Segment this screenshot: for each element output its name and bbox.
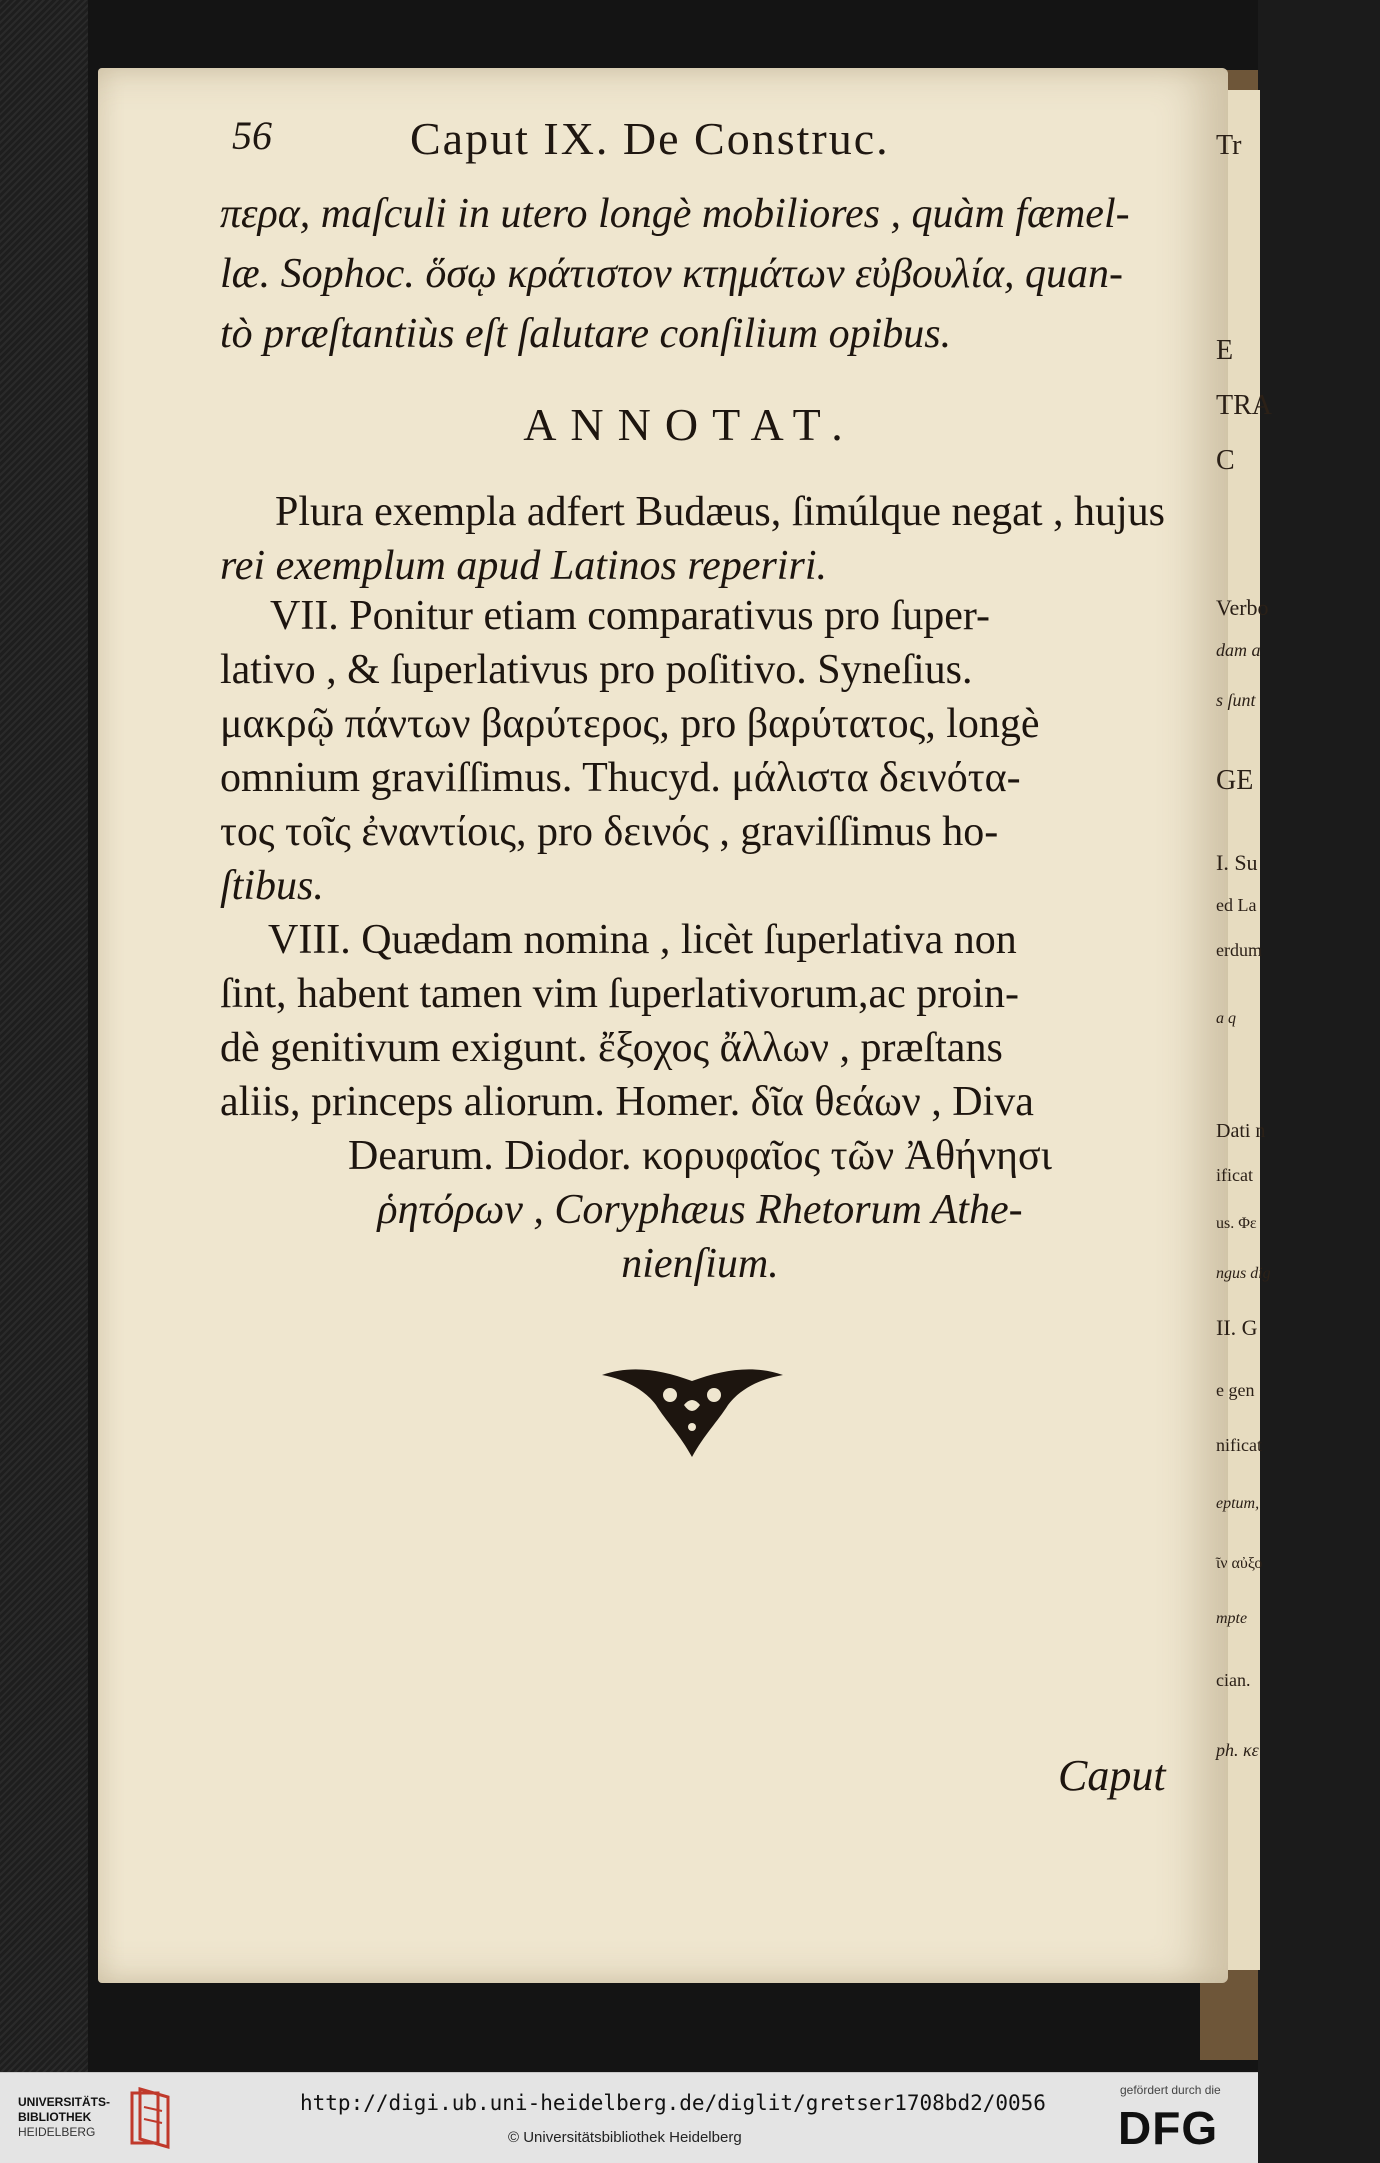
annotation-line: rei exemplum apud Latinos reperiri. <box>220 543 827 589</box>
annotation-line: omnium graviſſimus. Thucyd. μάλιστα δεινότα- <box>220 755 1021 801</box>
facing-page-fragment: e gen <box>1216 1380 1255 1400</box>
permalink-url[interactable]: http://digi.ub.uni-heidelberg.de/diglit/gretser1708bd2/0056 <box>300 2091 1046 2115</box>
page-header <box>232 112 1182 168</box>
annotation-line: VII. Ponitur etiam comparativus pro ſuper- <box>270 593 990 639</box>
facing-page-fragment: erdum <box>1216 940 1262 960</box>
facing-page-fragment: ed La <box>1216 895 1257 915</box>
facing-page-fragment: TRA <box>1216 390 1272 421</box>
annotation-line: VIII. Quædam nomina , licèt ſuperlativa non <box>268 917 1017 963</box>
facing-page-fragment: I. Su <box>1216 850 1258 875</box>
facing-page-fragment: II. G <box>1216 1315 1258 1340</box>
section-heading: ANNOTAT. <box>523 399 857 450</box>
annotation-line: μακρῷ πάντων βαρύτερος, pro βαρύτατος, longè <box>220 701 1040 747</box>
centered-line: Dearum. Diodor. κορυφαῖος τῶν Ἀθήνησι <box>348 1133 1052 1179</box>
copyright-notice: © Universitätsbibliothek Heidelberg <box>508 2129 742 2146</box>
centered-line: nienſium. <box>621 1241 779 1287</box>
facing-page-fragment: C <box>1216 445 1235 476</box>
centered-line: ῥητόρων , Coryphæus Rhetorum Athe- <box>377 1187 1023 1233</box>
facing-page-fragment: E <box>1216 335 1234 366</box>
running-title: Caput IX. De Construc. <box>410 113 890 164</box>
body-line: tò præſtantiùs eſt ſalutare conſilium opibus. <box>220 311 952 357</box>
library-name-line: HEIDELBERG <box>18 2125 96 2139</box>
page-number: 56 <box>232 113 272 158</box>
library-name <box>18 2095 128 2140</box>
library-name-line: UNIVERSITÄTS- <box>18 2095 111 2109</box>
facing-page-fragment: cian. <box>1216 1670 1251 1690</box>
facing-page-fragment: ῖν αὐξο <box>1216 1555 1263 1572</box>
annotation-line: lativo , & ſuperlativus pro poſitivo. Syneſius. <box>220 647 973 693</box>
book-cover-cloth <box>0 0 88 2072</box>
annotation-line: dè genitivum exigunt. ἔξοχος ἄλλων , præſtans <box>220 1025 1003 1071</box>
facing-page-fragment: ngus dig <box>1216 1265 1271 1282</box>
facing-page-fragment: s ſunt <box>1216 690 1256 710</box>
annotation-line: Plura exempla adfert Budæus, ſimúlque negat , hujus <box>275 489 1165 535</box>
facing-page-fragment: us. Φε <box>1216 1215 1257 1232</box>
library-logo-icon <box>128 2087 174 2149</box>
funding-note: gefördert durch die <box>1120 2083 1221 2097</box>
annotation-line: aliis, princeps aliorum. Homer. δῖα θεάων , Diva <box>220 1079 1034 1125</box>
facing-page-fragment: Dati n <box>1216 1120 1266 1142</box>
printer-ornament-icon <box>600 1365 785 1460</box>
facing-page-fragment: eptum, <box>1216 1495 1260 1512</box>
dfg-logo: DFG <box>1118 2102 1219 2154</box>
annotation-line: ſint, habent tamen vim ſuperlativorum,ac proin- <box>220 971 1019 1017</box>
facing-page-fragment: dam a <box>1216 640 1261 660</box>
facing-page-fragment: GE <box>1216 765 1254 796</box>
facing-page-fragment: ph. κε <box>1216 1740 1259 1760</box>
facing-page-fragment: nificat <box>1216 1435 1262 1455</box>
body-line: læ. Sophoc. ὅσῳ κράτιστον κτημάτων εὐβουλία, quan- <box>220 251 1124 297</box>
annotation-line: τος τοῖς ἐναντίοις, pro δεινός , graviſſimus ho- <box>220 809 999 855</box>
facing-page-text <box>1212 90 1272 1970</box>
annotation-line: ſtibus. <box>220 863 324 909</box>
facing-page-fragment: ificat <box>1216 1165 1253 1185</box>
viewer-footer <box>0 2072 1258 2163</box>
facing-page-fragment: Tr <box>1216 130 1242 161</box>
facing-page-fragment: Verbo <box>1216 595 1269 620</box>
facing-page-fragment: a q <box>1216 1010 1236 1027</box>
facing-page-fragment: mpte <box>1216 1610 1248 1627</box>
library-name-line: BIBLIOTHEK <box>18 2110 92 2124</box>
catchword: Caput <box>1058 1751 1166 1800</box>
body-line: περα, maſculi in utero longè mobiliores , quàm fæmel- <box>220 191 1130 237</box>
